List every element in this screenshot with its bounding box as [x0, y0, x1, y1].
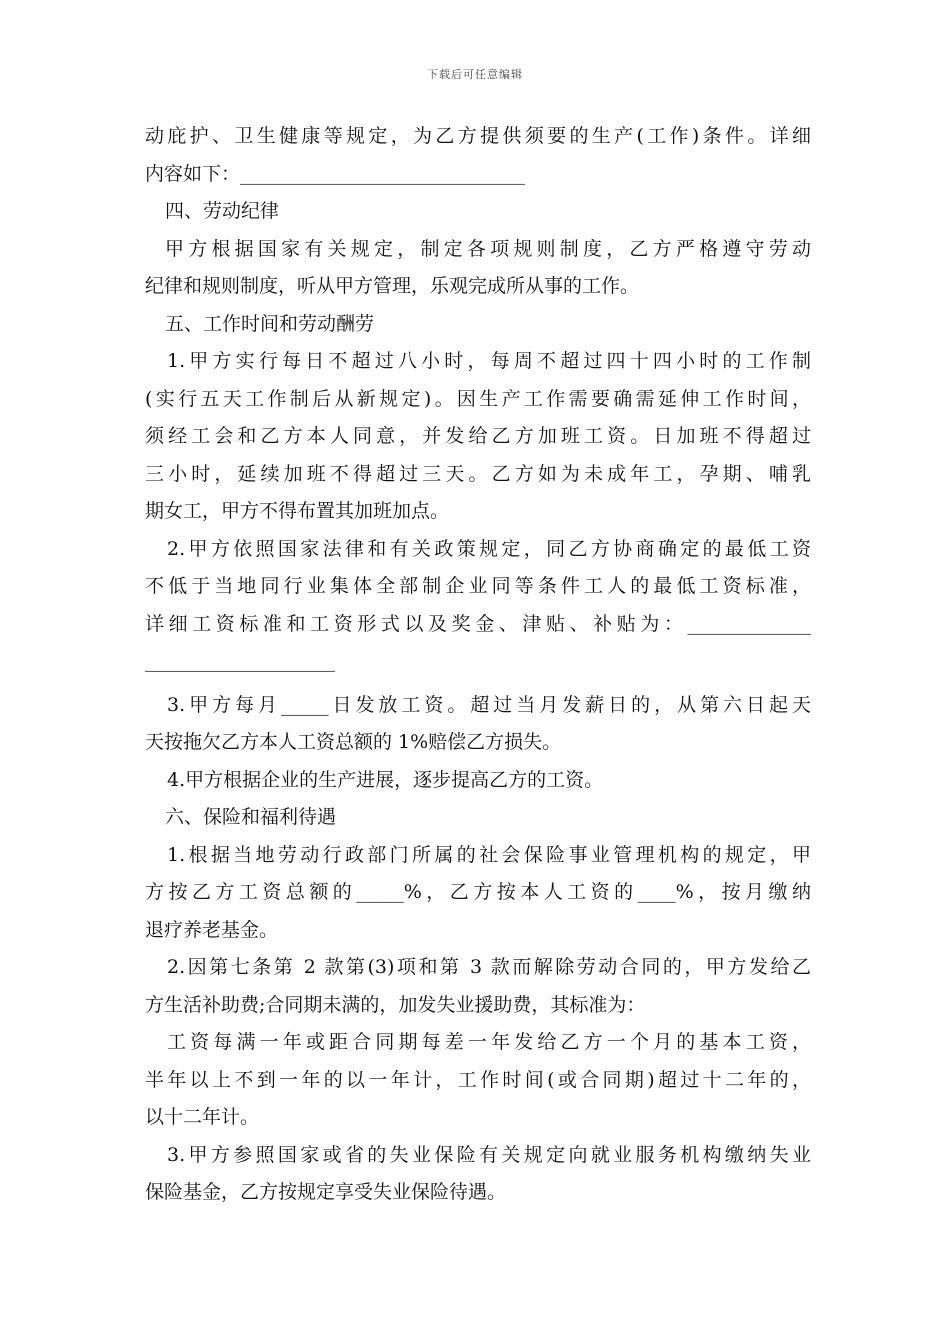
document-body [145, 118, 811, 1212]
paragraph-line: 天按拖欠乙方本人工资总额的 1%赔偿乙方损失。 [145, 731, 562, 753]
paragraph-line: 1.甲方实行每日不超过八小时，每周不超过四十四小时的工作制 [167, 350, 811, 372]
header-note: 下载后可任意编辑 [427, 68, 523, 81]
paragraph-line: 内容如下：______________________________ [145, 162, 526, 185]
paragraph-line: 不低于当地同行业集体全部制企业同等条件工人的最低工资标准， [145, 575, 811, 597]
section-heading: 六、保险和福利待遇 [165, 806, 337, 828]
paragraph-line: 期女工，甲方不得布置其加班加点。 [145, 500, 450, 522]
paragraph-line: 以十二年计。 [145, 1106, 260, 1128]
paragraph-line: 甲方根据国家有关规定，制定各项规则制度，乙方严格遵守劳动 [165, 237, 811, 260]
paragraph-line: 工资每满一年或距合同期每差一年发给乙方一个月的基本工资， [167, 1031, 811, 1053]
paragraph-line: ____________________ [145, 650, 335, 672]
paragraph-line: 须经工会和乙方本人同意，并发给乙方加班工资。日加班不得超过 [145, 425, 811, 447]
paragraph-line: 2.因第七条第 2 款第(3)项和第 3 款而解除劳动合同的，甲方发给乙 [167, 956, 811, 978]
paragraph-line: 三小时，延续加班不得超过三天。乙方如为未成年工，孕期、哺乳 [145, 462, 811, 485]
paragraph-line: 纪律和规则制度，听从甲方管理，乐观完成所从事的工作。 [145, 275, 640, 297]
paragraph-line: 保险基金，乙方按规定享受失业保险待遇。 [145, 1181, 507, 1203]
paragraph-line: 退疗养老基金。 [145, 918, 279, 941]
paragraph-line: 1.根据当地劳动行政部门所属的社会保险事业管理机构的规定，甲 [167, 843, 811, 866]
paragraph-line: 3.甲方参照国家或省的失业保险有关规定向就业服务机构缴纳失业 [167, 1143, 811, 1166]
paragraph-line: 4.甲方根据企业的生产进展，逐步提高乙方的工资。 [167, 768, 604, 791]
paragraph-line: 3.甲方每月_____日发放工资。超过当月发薪日的，从第六日起天 [167, 693, 811, 716]
paragraph-line: 方生活补助费;合同期未满的，加发失业援助费，其标准为： [145, 993, 646, 1016]
paragraph-line: 详细工资标准和工资形式以及奖金、津贴、补贴为：_____________ [145, 612, 811, 635]
paragraph-line: 2.甲方依照国家法律和有关政策规定，同乙方协商确定的最低工资 [167, 537, 811, 560]
paragraph-line: 动庇护、卫生健康等规定，为乙方提供须要的生产(工作)条件。详细 [145, 125, 811, 147]
paragraph-line: 半年以上不到一年的以一年计，工作时间(或合同期)超过十二年的， [145, 1068, 811, 1091]
section-heading: 四、劳动纪律 [165, 200, 280, 222]
paragraph-line: (实行五天工作制后从新规定)。因生产工作需要确需延伸工作时间， [145, 387, 811, 410]
paragraph-line: 方按乙方工资总额的_____%，乙方按本人工资的____%，按月缴纳 [145, 881, 811, 903]
section-heading: 五、工作时间和劳动酬劳 [165, 312, 375, 335]
